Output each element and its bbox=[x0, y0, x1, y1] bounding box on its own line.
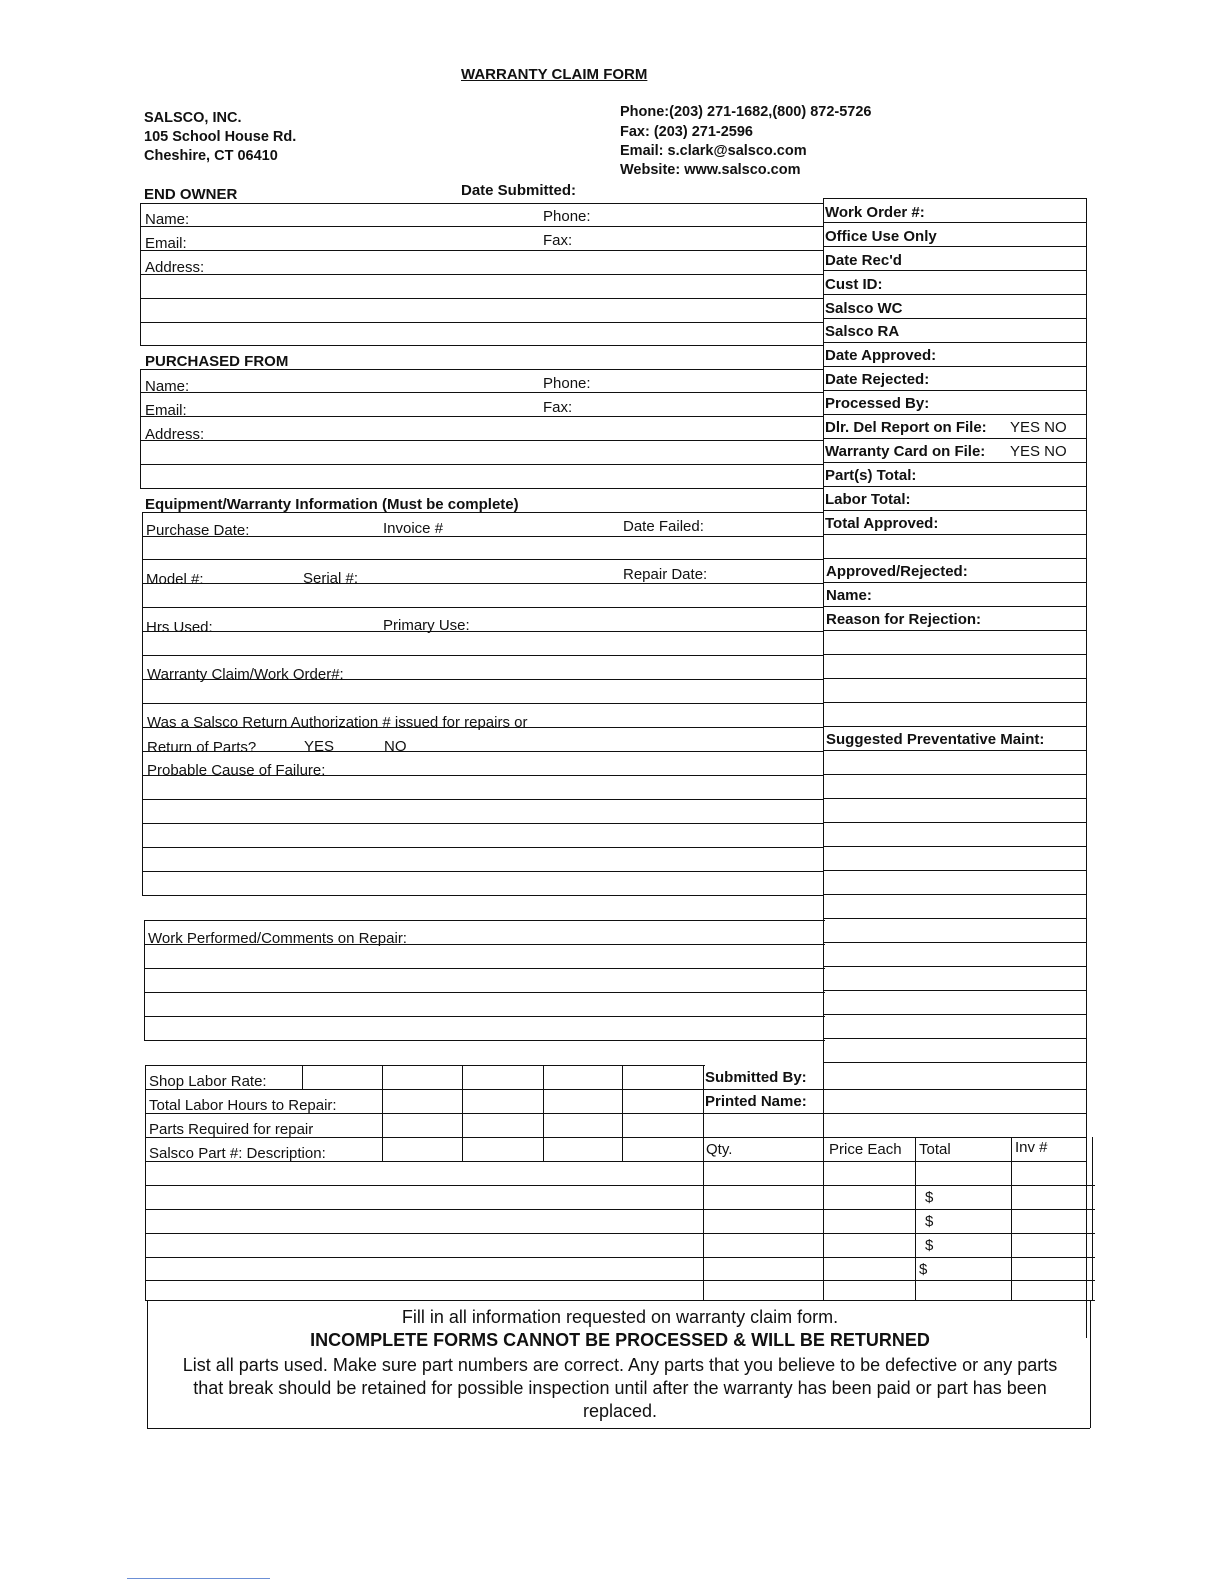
warranty-card-yes-no: YES NO bbox=[1010, 443, 1067, 460]
parts-required-label: Parts Required for repair bbox=[149, 1121, 314, 1138]
contact-email: Email: s.clark@salsco.com bbox=[620, 143, 807, 159]
dollar-sign: $ bbox=[925, 1189, 934, 1206]
cust-id-label: Cust ID: bbox=[825, 276, 883, 293]
ra-question-label: Was a Salsco Return Authorization # issued for repairs or bbox=[147, 714, 528, 731]
total-header: Total bbox=[919, 1141, 951, 1158]
company-street: 105 School House Rd. bbox=[144, 129, 297, 145]
page-edge-mark bbox=[127, 1578, 270, 1579]
dollar-sign: $ bbox=[925, 1237, 934, 1254]
price-each-header: Price Each bbox=[829, 1141, 902, 1158]
company-name: SALSCO, INC. bbox=[144, 110, 242, 126]
contact-fax: Fax: (203) 271-2596 bbox=[620, 124, 753, 140]
end-owner-name-label: Name: bbox=[145, 211, 190, 228]
total-labor-hours-label: Total Labor Hours to Repair: bbox=[149, 1097, 337, 1114]
purchased-phone-label: Phone: bbox=[543, 375, 591, 392]
company-city: Cheshire, CT 06410 bbox=[144, 148, 278, 164]
office-use-only-label: Office Use Only bbox=[825, 228, 937, 245]
salsco-ra-label: Salsco RA bbox=[825, 323, 900, 340]
approved-rejected-label: Approved/Rejected: bbox=[826, 563, 968, 580]
model-label: Model #: bbox=[146, 571, 204, 588]
inv-header: Inv # bbox=[1015, 1139, 1048, 1156]
qty-header: Qty. bbox=[706, 1141, 733, 1158]
date-failed-label: Date Failed: bbox=[623, 518, 704, 535]
processed-by-label: Processed By: bbox=[825, 395, 930, 412]
purchased-from-heading: PURCHASED FROM bbox=[145, 353, 289, 370]
end-owner-heading: END OWNER bbox=[144, 186, 238, 203]
purchased-address-label: Address: bbox=[145, 426, 205, 443]
dollar-sign: $ bbox=[919, 1261, 928, 1278]
end-owner-phone-label: Phone: bbox=[543, 208, 591, 225]
parts-total-label: Part(s) Total: bbox=[825, 467, 917, 484]
equipment-heading: Equipment/Warranty Information (Must be complete) bbox=[145, 496, 519, 513]
contact-phone: Phone:(203) 271-1682,(800) 872-5726 bbox=[620, 104, 872, 120]
footer-warning: INCOMPLETE FORMS CANNOT BE PROCESSED & WILL BE RETURNED bbox=[310, 1330, 930, 1350]
return-parts-no: NO bbox=[384, 738, 407, 755]
warranty-card-label: Warranty Card on File: bbox=[825, 443, 986, 460]
purchase-date-label: Purchase Date: bbox=[146, 522, 250, 539]
dollar-sign: $ bbox=[925, 1213, 934, 1230]
return-of-parts-label: Return of Parts? bbox=[147, 739, 257, 756]
office-name-label: Name: bbox=[826, 587, 872, 604]
footer-line-5: replaced. bbox=[582, 1401, 658, 1421]
part-description-label: Salsco Part #: Description: bbox=[149, 1145, 326, 1162]
contact-website: Website: www.salsco.com bbox=[620, 162, 801, 178]
purchased-name-label: Name: bbox=[145, 378, 190, 395]
probable-cause-label: Probable Cause of Failure: bbox=[147, 762, 326, 779]
date-rejected-label: Date Rejected: bbox=[825, 371, 930, 388]
suggested-maint-label: Suggested Preventative Maint: bbox=[826, 731, 1045, 748]
footer-line-1: Fill in all information requested on warranty claim form. bbox=[401, 1307, 839, 1327]
footer-line-3: List all parts used. Make sure part numbers are correct. Any parts that you believe to be defective or any parts bbox=[182, 1355, 1058, 1375]
total-approved-label: Total Approved: bbox=[825, 515, 939, 532]
purchased-email-label: Email: bbox=[145, 402, 187, 419]
purchased-fax-label: Fax: bbox=[543, 399, 573, 416]
end-owner-address-label: Address: bbox=[145, 259, 205, 276]
repair-date-label: Repair Date: bbox=[623, 566, 708, 583]
serial-label: Serial #: bbox=[303, 570, 359, 587]
labor-total-label: Labor Total: bbox=[825, 491, 911, 508]
salsco-wc-label: Salsco WC bbox=[825, 300, 903, 317]
printed-name-label: Printed Name: bbox=[705, 1093, 807, 1110]
date-submitted-label: Date Submitted: bbox=[461, 182, 577, 199]
dlr-del-report-yes-no: YES NO bbox=[1010, 419, 1067, 436]
hrs-used-label: Hrs Used: bbox=[146, 619, 213, 636]
work-performed-label: Work Performed/Comments on Repair: bbox=[148, 930, 407, 947]
reason-rejection-label: Reason for Rejection: bbox=[826, 611, 982, 628]
primary-use-label: Primary Use: bbox=[383, 617, 470, 634]
end-owner-email-label: Email: bbox=[145, 235, 187, 252]
claim-work-order-label: Warranty Claim/Work Order#: bbox=[147, 666, 344, 683]
date-approved-label: Date Approved: bbox=[825, 347, 937, 364]
end-owner-fax-label: Fax: bbox=[543, 232, 573, 249]
work-order-label: Work Order #: bbox=[825, 204, 925, 221]
submitted-by-label: Submitted By: bbox=[705, 1069, 807, 1086]
footer-line-4: that break should be retained for possible inspection until after the warranty has been paid or part has been bbox=[193, 1378, 1047, 1398]
date-recd-label: Date Rec'd bbox=[825, 252, 902, 269]
dlr-del-report-label: Dlr. Del Report on File: bbox=[825, 419, 987, 436]
shop-labor-rate-label: Shop Labor Rate: bbox=[149, 1073, 267, 1090]
form-title: WARRANTY CLAIM FORM bbox=[461, 66, 648, 83]
return-parts-yes: YES bbox=[304, 738, 335, 755]
invoice-label: Invoice # bbox=[383, 520, 444, 537]
